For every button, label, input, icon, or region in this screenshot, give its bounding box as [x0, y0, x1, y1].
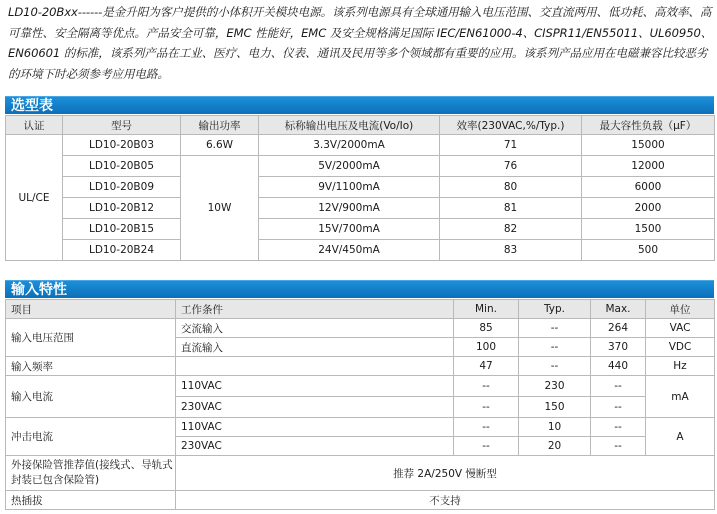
- table-row: [6, 219, 715, 240]
- item-cell: 输入电流: [6, 376, 176, 418]
- unit-cell: A: [646, 418, 715, 456]
- item-cell: 输入电压范围: [6, 319, 176, 357]
- condition-cell: 交流输入: [176, 319, 454, 338]
- efficiency-cell: 76: [440, 156, 582, 177]
- header-item: 项目: [6, 300, 176, 319]
- condition-cell: 230VAC: [176, 437, 454, 456]
- table-row: [6, 135, 715, 156]
- cap-cell: 15000: [582, 135, 715, 156]
- unit-cell: VAC: [646, 319, 715, 338]
- header-typ: Typ.: [519, 300, 591, 319]
- max-cell: --: [591, 376, 646, 397]
- min-cell: 100: [454, 338, 519, 357]
- condition-cell: [176, 357, 454, 376]
- efficiency-cell: 80: [440, 177, 582, 198]
- unit-cell: Hz: [646, 357, 715, 376]
- header-max: Max.: [591, 300, 646, 319]
- cap-cell: 500: [582, 240, 715, 261]
- table-row: [6, 240, 715, 261]
- typ-cell: --: [519, 338, 591, 357]
- power-cell: 10W: [181, 156, 259, 261]
- table-row: [6, 491, 715, 510]
- efficiency-cell: 81: [440, 198, 582, 219]
- table-row: [6, 156, 715, 177]
- intro-paragraph: LD10-20Bxx------是金升阳为客户提供的小体积开关模块电源。该系列电源具有全球通用输入电压范围、交直流两用、低功耗、高效率、高可靠性、安全隔离等优点。产品安全可靠，EMC 性能好，EMC 及安全规格满足国际 IEC/EN61000-4、CISPR11/EN55011、UL60950、EN60601 的标准，该系列产品在工业、医疗、电力、仪表、通讯及民用等多个领域都有重要的应用。该系列产品应用在电磁兼容比较恶劣的环境下时必须参考应用电路。: [8, 5, 713, 81]
- item-cell: 输入频率: [6, 357, 176, 376]
- header-unit: 单位: [646, 300, 715, 319]
- cap-cell: 6000: [582, 177, 715, 198]
- model-cell: LD10-20B12: [63, 198, 181, 219]
- header-capacitive-load: 最大容性负载（µF）: [582, 116, 715, 135]
- max-cell: 370: [591, 338, 646, 357]
- min-cell: 47: [454, 357, 519, 376]
- condition-cell: 直流输入: [176, 338, 454, 357]
- typ-cell: 150: [519, 397, 591, 418]
- fuse-value-cell: 推荐 2A/250V 慢断型: [176, 456, 715, 491]
- cap-cell: 12000: [582, 156, 715, 177]
- model-cell: LD10-20B09: [63, 177, 181, 198]
- selection-table: [5, 115, 715, 261]
- input-header-row: [6, 300, 715, 319]
- model-cell: LD10-20B03: [63, 135, 181, 156]
- min-cell: --: [454, 418, 519, 437]
- header-output: 标称输出电压及电流(Vo/Io): [259, 116, 440, 135]
- typ-cell: 20: [519, 437, 591, 456]
- max-cell: 440: [591, 357, 646, 376]
- model-cell: LD10-20B24: [63, 240, 181, 261]
- typ-cell: 10: [519, 418, 591, 437]
- hotplug-value-cell: 不支持: [176, 491, 715, 510]
- typ-cell: 230: [519, 376, 591, 397]
- condition-cell: 110VAC: [176, 418, 454, 437]
- table-row: [6, 456, 715, 491]
- table-row: [6, 198, 715, 219]
- selection-table-title: 选型表: [5, 96, 714, 114]
- table-row: [6, 177, 715, 198]
- header-condition: 工作条件: [176, 300, 454, 319]
- efficiency-cell: 71: [440, 135, 582, 156]
- cap-cell: 1500: [582, 219, 715, 240]
- table-row: [6, 319, 715, 338]
- table-row: [6, 376, 715, 397]
- output-cell: 24V/450mA: [259, 240, 440, 261]
- min-cell: --: [454, 376, 519, 397]
- table-row: [6, 418, 715, 437]
- header-efficiency: 效率(230VAC,%/Typ.): [440, 116, 582, 135]
- input-table-title: 输入特性: [5, 280, 714, 298]
- min-cell: --: [454, 437, 519, 456]
- header-min: Min.: [454, 300, 519, 319]
- header-power: 输出功率: [181, 116, 259, 135]
- efficiency-cell: 83: [440, 240, 582, 261]
- selection-header-row: [6, 116, 715, 135]
- condition-cell: 230VAC: [176, 397, 454, 418]
- item-cell: 外接保险管推荐值(接线式、导轨式封装已包含保险管): [6, 456, 176, 491]
- item-cell: 冲击电流: [6, 418, 176, 456]
- unit-cell: VDC: [646, 338, 715, 357]
- input-characteristics-table: [5, 299, 715, 510]
- output-cell: 5V/2000mA: [259, 156, 440, 177]
- typ-cell: --: [519, 319, 591, 338]
- output-cell: 9V/1100mA: [259, 177, 440, 198]
- min-cell: --: [454, 397, 519, 418]
- cert-cell: UL/CE: [6, 135, 63, 261]
- output-cell: 12V/900mA: [259, 198, 440, 219]
- condition-cell: 110VAC: [176, 376, 454, 397]
- table-row: [6, 357, 715, 376]
- typ-cell: --: [519, 357, 591, 376]
- header-cert: 认证: [6, 116, 63, 135]
- efficiency-cell: 82: [440, 219, 582, 240]
- output-cell: 15V/700mA: [259, 219, 440, 240]
- power-cell: 6.6W: [181, 135, 259, 156]
- item-cell: 热插拔: [6, 491, 176, 510]
- max-cell: --: [591, 437, 646, 456]
- max-cell: 264: [591, 319, 646, 338]
- unit-cell: mA: [646, 376, 715, 418]
- model-cell: LD10-20B05: [63, 156, 181, 177]
- header-model: 型号: [63, 116, 181, 135]
- max-cell: --: [591, 397, 646, 418]
- output-cell: 3.3V/2000mA: [259, 135, 440, 156]
- model-cell: LD10-20B15: [63, 219, 181, 240]
- min-cell: 85: [454, 319, 519, 338]
- cap-cell: 2000: [582, 198, 715, 219]
- max-cell: --: [591, 418, 646, 437]
